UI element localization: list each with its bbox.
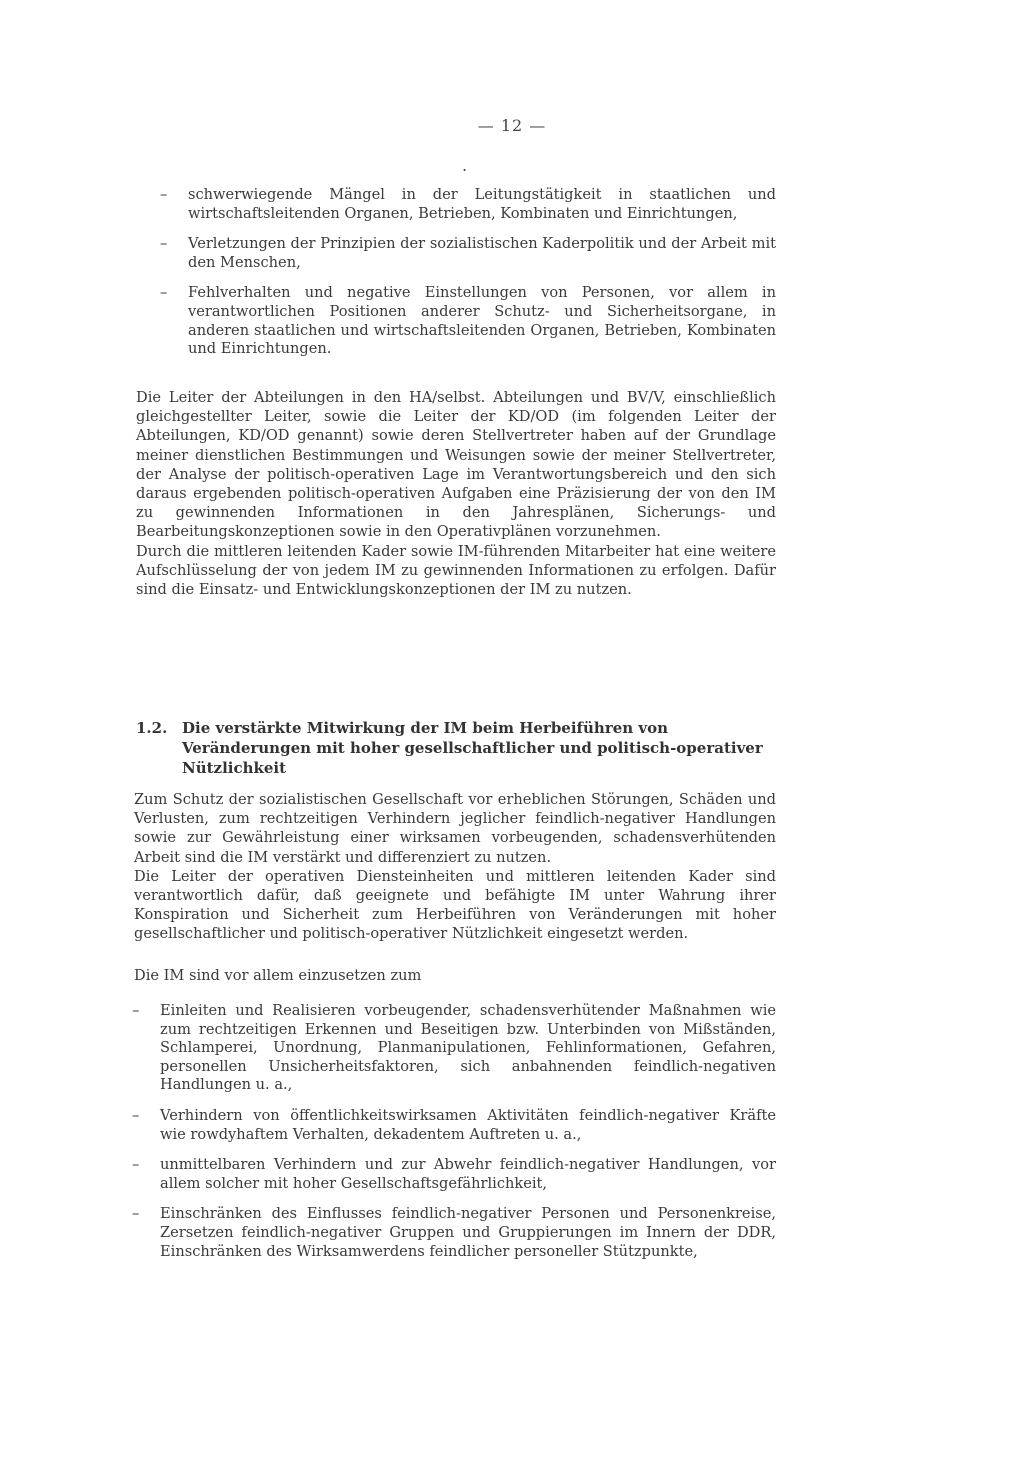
list-item: – unmittelbaren Verhindern und zur Abwehr feindlich-negativer Handlungen, vor allem solcher mit hoher Gesellschaftsgefährlichkeit, <box>132 1156 776 1192</box>
list-item: – Einschränken des Einflusses feindlich-negativer Personen und Personenkreise, Zersetzen feindlich-negativer Gruppen und Gruppierungen im Innern der DDR, Einschränken des Wirksamwerdens feindlicher personeller Stützpunkte, <box>132 1205 776 1260</box>
list-item: – Einleiten und Realisieren vorbeugender, schadensverhütender Maßnahmen wie zum rechtzeitigen Erkennen und Beseitigen bzw. Unterbinden von Mißständen, Schlamperei, Unordnung, Planmanipulationen, Fehlinformationen, Gefahren, personellen Unsicherheitsfaktoren, sich anbahnenden feindlich-negativen Handlungen u. a., <box>132 1002 776 1094</box>
list-2 <box>132 1002 776 1261</box>
list-item: – Verhindern von öffentlichkeitswirksamen Aktivitäten feindlich-negativer Kräfte wie rowdyhaftem Verhalten, dekadentem Auftreten u. a., <box>132 1106 776 1143</box>
section-heading <box>136 718 786 778</box>
list-item: – Fehlverhalten und negative Einstellungen von Personen, vor allem in verantwortlichen Positionen anderer Schutz- und Sicherheitsorgane, in anderen staatlichen und wirtschaftsleitenden Organen, Betrieben, Kombinaten und Einrichtungen. <box>160 284 776 358</box>
paragraph-text: Die Leiter der operativen Diensteinheiten und mittleren leitenden Kader sind verantwortlich dafür, daß geeignete und befähigte IM unter Wahrung ihrer Konspiration und Sicherheit zum Herbeiführen von Veränderungen mit hoher gesellschaftlicher und politisch-operativer Nützlichkeit eingesetzt werden. <box>134 867 776 943</box>
list-intro: Die IM sind vor allem einzusetzen zum <box>134 967 422 984</box>
list-item: – schwerwiegende Mängel in der Leitungstätigkeit in staatlichen und wirtschaftsleitenden Organen, Betrieben, Kombinaten und Einrichtungen, <box>160 186 776 222</box>
section-number: 1.2. <box>136 719 168 737</box>
stray-mark: . <box>462 156 468 175</box>
paragraph-2 <box>134 790 776 944</box>
list-1 <box>160 186 776 359</box>
paragraph-text: Zum Schutz der sozialistischen Gesellschaft vor erheblichen Störungen, Schäden und Verlusten, zum rechtzeitigen Verhindern jeglicher feindlich-negativer Handlungen sowie zur Gewährleistung einer wirksamen vorbeugenden, schadensverhütenden Arbeit sind die IM verstärkt und differenziert zu nutzen. <box>134 791 776 866</box>
list-item: – Verletzungen der Prinzipien der sozialistischen Kaderpolitik und der Arbeit mit den Menschen, <box>160 235 776 271</box>
page-number: — 12 — <box>477 116 547 135</box>
paragraph-text: Die Leiter der Abteilungen in den HA/selbst. Abteilungen und BV/V, einschließlich gleichgestellter Leiter, sowie die Leiter der KD/OD (im folgenden Leiter der Abteilungen, KD/OD genannt) sowie deren Stellvertreter haben auf der Grundlage meiner dienstlichen Bestimmungen und Weisungen sowie der meiner Stellvertreter, der Analyse der politisch-operativen Lage im Verantwortungsbereich und den sich daraus ergebenden politisch-operativen Aufgaben eine Präzisierung der von den IM zu gewinnenden Informationen in den Jahresplänen, Sicherungs- und Bearbeitungskonzeptionen sowie in den Operativplänen vorzunehmen. <box>136 389 776 541</box>
section-title: Die verstärkte Mitwirkung der IM beim Herbeiführen von Veränderungen mit hoher gesellschaftlicher und politisch-operativer Nützlichkeit <box>182 719 763 777</box>
paragraph-text: Durch die mittleren leitenden Kader sowie IM-führenden Mitarbeiter hat eine weitere Aufschlüsselung der von jedem IM zu gewinnenden Informationen zu erfolgen. Dafür sind die Einsatz- und Entwicklungskonzeptionen der IM zu nutzen. <box>136 542 776 599</box>
paragraph-1 <box>136 388 776 599</box>
